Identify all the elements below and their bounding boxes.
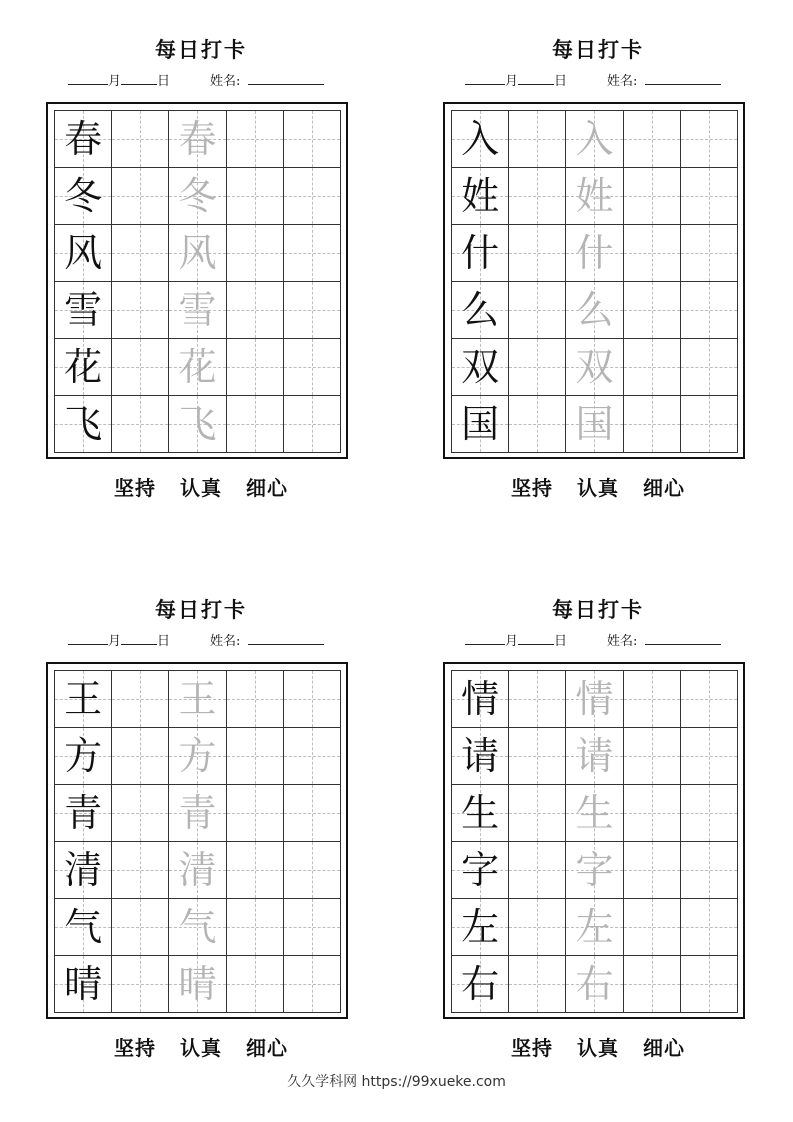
trace-character-cell[interactable] <box>169 396 226 453</box>
model-character-cell[interactable] <box>452 396 509 453</box>
trace-character: 生 <box>575 791 614 835</box>
motto-word: 认真 <box>577 1036 619 1060</box>
model-character: 王 <box>64 677 103 721</box>
trace-character: 情 <box>575 677 614 721</box>
practice-cell[interactable] <box>284 956 341 1013</box>
model-character: 冬 <box>64 174 103 218</box>
model-character-cell[interactable] <box>55 396 112 453</box>
model-character: 气 <box>64 905 103 949</box>
practice-cell[interactable] <box>284 785 341 842</box>
month-label: 月 <box>505 74 519 89</box>
model-character: 情 <box>461 677 500 721</box>
practice-cell[interactable] <box>284 339 341 396</box>
practice-cell[interactable] <box>227 785 284 842</box>
model-character: 青 <box>64 791 103 835</box>
trace-character-cell[interactable] <box>169 728 226 785</box>
practice-cell[interactable] <box>509 168 566 225</box>
writing-frame <box>443 662 745 1019</box>
practice-cell[interactable] <box>112 785 169 842</box>
model-character-cell[interactable] <box>55 842 112 899</box>
motto <box>46 472 356 501</box>
checkin-card-2 <box>443 36 753 516</box>
practice-cell[interactable] <box>681 842 738 899</box>
model-character: 风 <box>64 231 103 275</box>
model-character-cell[interactable] <box>55 899 112 956</box>
practice-cell[interactable] <box>624 225 681 282</box>
name-blank[interactable] <box>645 630 721 645</box>
model-character: 入 <box>461 117 500 161</box>
trace-character: 什 <box>575 231 614 275</box>
trace-character: 国 <box>575 402 614 446</box>
model-character-cell[interactable] <box>452 956 509 1013</box>
practice-cell[interactable] <box>227 671 284 728</box>
practice-cell[interactable] <box>227 168 284 225</box>
practice-cell[interactable] <box>284 671 341 728</box>
day-label: 日 <box>554 634 568 649</box>
model-character: 雪 <box>64 288 103 332</box>
trace-character-cell[interactable] <box>566 339 623 396</box>
name-blank[interactable] <box>248 630 324 645</box>
motto-word: 细心 <box>643 1036 685 1060</box>
model-character: 晴 <box>64 962 103 1006</box>
practice-cell[interactable] <box>112 111 169 168</box>
month-label: 月 <box>108 74 122 89</box>
month-blank[interactable] <box>68 630 108 645</box>
trace-character: 王 <box>178 677 217 721</box>
practice-cell[interactable] <box>284 899 341 956</box>
model-character: 字 <box>461 848 500 892</box>
trace-character-cell[interactable] <box>169 842 226 899</box>
practice-cell[interactable] <box>681 396 738 453</box>
day-blank[interactable] <box>518 630 554 645</box>
practice-cell[interactable] <box>624 728 681 785</box>
month-blank[interactable] <box>465 70 505 85</box>
motto-word: 坚持 <box>511 1036 553 1060</box>
model-character-cell[interactable] <box>452 225 509 282</box>
card-title: 每日打卡 <box>155 37 247 62</box>
trace-character: 雪 <box>178 288 217 332</box>
name-blank[interactable] <box>248 70 324 85</box>
month-label: 月 <box>108 634 122 649</box>
trace-character: 春 <box>178 117 217 161</box>
practice-cell[interactable] <box>509 842 566 899</box>
practice-cell[interactable] <box>624 899 681 956</box>
practice-cell[interactable] <box>112 282 169 339</box>
day-blank[interactable] <box>121 70 157 85</box>
tianzige-grid <box>451 110 738 453</box>
practice-cell[interactable] <box>624 785 681 842</box>
motto-word: 坚持 <box>114 1036 156 1060</box>
practice-cell[interactable] <box>681 168 738 225</box>
model-character: 春 <box>64 117 103 161</box>
practice-cell[interactable] <box>624 339 681 396</box>
practice-cell[interactable] <box>624 956 681 1013</box>
model-character: 左 <box>461 905 500 949</box>
model-character-cell[interactable] <box>452 339 509 396</box>
trace-character: 字 <box>575 848 614 892</box>
date-name-line <box>465 630 755 652</box>
motto <box>46 1032 356 1061</box>
practice-cell[interactable] <box>284 728 341 785</box>
card-title: 每日打卡 <box>155 597 247 622</box>
practice-cell[interactable] <box>509 282 566 339</box>
card-title: 每日打卡 <box>552 597 644 622</box>
model-character-cell[interactable] <box>452 111 509 168</box>
practice-cell[interactable] <box>227 111 284 168</box>
model-character-cell[interactable] <box>55 339 112 396</box>
practice-cell[interactable] <box>227 396 284 453</box>
practice-cell[interactable] <box>624 842 681 899</box>
name-label: 姓名: <box>210 634 241 649</box>
trace-character-cell[interactable] <box>566 111 623 168</box>
trace-character-cell[interactable] <box>169 956 226 1013</box>
trace-character-cell[interactable] <box>566 956 623 1013</box>
model-character: 姓 <box>461 174 500 218</box>
practice-cell[interactable] <box>112 671 169 728</box>
practice-cell[interactable] <box>112 728 169 785</box>
model-character: 花 <box>64 345 103 389</box>
model-character-cell[interactable] <box>452 899 509 956</box>
practice-cell[interactable] <box>681 785 738 842</box>
motto-word: 认真 <box>577 476 619 500</box>
trace-character: 风 <box>178 231 217 275</box>
practice-cell[interactable] <box>509 339 566 396</box>
practice-cell[interactable] <box>624 396 681 453</box>
practice-cell[interactable] <box>112 842 169 899</box>
day-label: 日 <box>157 634 171 649</box>
motto-word: 细心 <box>246 1036 288 1060</box>
practice-cell[interactable] <box>509 956 566 1013</box>
trace-character-cell[interactable] <box>169 111 226 168</box>
practice-cell[interactable] <box>227 282 284 339</box>
model-character-cell[interactable] <box>55 728 112 785</box>
practice-cell[interactable] <box>681 956 738 1013</box>
trace-character-cell[interactable] <box>169 168 226 225</box>
trace-character: 晴 <box>178 962 217 1006</box>
trace-character-cell[interactable] <box>566 225 623 282</box>
checkin-card-3 <box>46 596 356 1076</box>
model-character: 国 <box>461 402 500 446</box>
practice-cell[interactable] <box>681 111 738 168</box>
date-name-line <box>465 70 755 92</box>
day-blank[interactable] <box>518 70 554 85</box>
practice-cell[interactable] <box>624 111 681 168</box>
trace-character-cell[interactable] <box>169 899 226 956</box>
name-label: 姓名: <box>607 74 638 89</box>
tianzige-grid <box>54 670 341 1013</box>
practice-cell[interactable] <box>681 728 738 785</box>
practice-cell[interactable] <box>284 225 341 282</box>
practice-cell[interactable] <box>112 225 169 282</box>
motto <box>443 1032 753 1061</box>
model-character: 右 <box>461 962 500 1006</box>
card-title: 每日打卡 <box>552 37 644 62</box>
practice-cell[interactable] <box>227 339 284 396</box>
trace-character-cell[interactable] <box>566 842 623 899</box>
practice-cell[interactable] <box>681 282 738 339</box>
model-character-cell[interactable] <box>55 671 112 728</box>
practice-cell[interactable] <box>284 168 341 225</box>
practice-cell[interactable] <box>681 899 738 956</box>
trace-character: 清 <box>178 848 217 892</box>
model-character: 清 <box>64 848 103 892</box>
motto-word: 认真 <box>180 476 222 500</box>
trace-character-cell[interactable] <box>169 785 226 842</box>
trace-character: 左 <box>575 905 614 949</box>
trace-character: 请 <box>575 734 614 778</box>
motto-word: 细心 <box>246 476 288 500</box>
practice-cell[interactable] <box>509 225 566 282</box>
trace-character-cell[interactable] <box>169 339 226 396</box>
practice-cell[interactable] <box>509 785 566 842</box>
trace-character-cell[interactable] <box>566 168 623 225</box>
practice-cell[interactable] <box>509 671 566 728</box>
tianzige-grid <box>54 110 341 453</box>
model-character: 生 <box>461 791 500 835</box>
model-character-cell[interactable] <box>452 168 509 225</box>
trace-character-cell[interactable] <box>169 282 226 339</box>
model-character: 双 <box>461 345 500 389</box>
model-character-cell[interactable] <box>55 282 112 339</box>
practice-cell[interactable] <box>112 899 169 956</box>
practice-cell[interactable] <box>509 728 566 785</box>
practice-cell[interactable] <box>681 225 738 282</box>
practice-cell[interactable] <box>681 339 738 396</box>
name-label: 姓名: <box>210 74 241 89</box>
trace-character: 气 <box>178 905 217 949</box>
practice-cell[interactable] <box>112 168 169 225</box>
tianzige-grid <box>451 670 738 1013</box>
practice-cell[interactable] <box>624 282 681 339</box>
trace-character: 姓 <box>575 174 614 218</box>
trace-character: 右 <box>575 962 614 1006</box>
model-character-cell[interactable] <box>55 111 112 168</box>
date-name-line <box>68 630 358 652</box>
motto <box>443 472 753 501</box>
trace-character: 入 <box>575 117 614 161</box>
model-character: 飞 <box>64 402 103 446</box>
practice-cell[interactable] <box>509 396 566 453</box>
motto-word: 认真 <box>180 1036 222 1060</box>
month-blank[interactable] <box>68 70 108 85</box>
practice-cell[interactable] <box>112 339 169 396</box>
practice-cell[interactable] <box>112 956 169 1013</box>
trace-character: 双 <box>575 345 614 389</box>
day-blank[interactable] <box>121 630 157 645</box>
practice-cell[interactable] <box>681 671 738 728</box>
practice-cell[interactable] <box>284 111 341 168</box>
practice-cell[interactable] <box>284 842 341 899</box>
checkin-card-4 <box>443 596 753 1076</box>
model-character-cell[interactable] <box>452 282 509 339</box>
practice-cell[interactable] <box>227 956 284 1013</box>
writing-frame <box>46 662 348 1019</box>
trace-character-cell[interactable] <box>566 396 623 453</box>
practice-cell[interactable] <box>227 728 284 785</box>
practice-cell[interactable] <box>284 396 341 453</box>
practice-cell[interactable] <box>509 111 566 168</box>
trace-character: 飞 <box>178 402 217 446</box>
trace-character-cell[interactable] <box>566 282 623 339</box>
model-character-cell[interactable] <box>452 671 509 728</box>
practice-cell[interactable] <box>624 168 681 225</box>
trace-character-cell[interactable] <box>566 671 623 728</box>
model-character: 什 <box>461 231 500 275</box>
practice-cell[interactable] <box>624 671 681 728</box>
month-blank[interactable] <box>465 630 505 645</box>
name-blank[interactable] <box>645 70 721 85</box>
model-character-cell[interactable] <box>452 728 509 785</box>
motto-word: 细心 <box>643 476 685 500</box>
footer-watermark: 久久学科网 https://99xueke.com <box>287 1074 506 1090</box>
model-character-cell[interactable] <box>55 168 112 225</box>
trace-character-cell[interactable] <box>566 785 623 842</box>
model-character-cell[interactable] <box>452 785 509 842</box>
month-label: 月 <box>505 634 519 649</box>
motto-word: 坚持 <box>511 476 553 500</box>
model-character: 方 <box>64 734 103 778</box>
practice-cell[interactable] <box>284 282 341 339</box>
practice-cell[interactable] <box>227 842 284 899</box>
practice-cell[interactable] <box>227 225 284 282</box>
trace-character-cell[interactable] <box>169 671 226 728</box>
model-character-cell[interactable] <box>452 842 509 899</box>
name-label: 姓名: <box>607 634 638 649</box>
trace-character: 花 <box>178 345 217 389</box>
model-character-cell[interactable] <box>55 956 112 1013</box>
date-name-line <box>68 70 358 92</box>
writing-frame <box>443 102 745 459</box>
trace-character: 冬 <box>178 174 217 218</box>
day-label: 日 <box>157 74 171 89</box>
model-character-cell[interactable] <box>55 225 112 282</box>
practice-cell[interactable] <box>112 396 169 453</box>
trace-character-cell[interactable] <box>566 728 623 785</box>
writing-frame <box>46 102 348 459</box>
day-label: 日 <box>554 74 568 89</box>
trace-character: 么 <box>575 288 614 332</box>
trace-character-cell[interactable] <box>169 225 226 282</box>
practice-cell[interactable] <box>509 899 566 956</box>
practice-cell[interactable] <box>227 899 284 956</box>
trace-character-cell[interactable] <box>566 899 623 956</box>
model-character: 请 <box>461 734 500 778</box>
motto-word: 坚持 <box>114 476 156 500</box>
trace-character: 青 <box>178 791 217 835</box>
model-character: 么 <box>461 288 500 332</box>
checkin-card-1 <box>46 36 356 516</box>
model-character-cell[interactable] <box>55 785 112 842</box>
trace-character: 方 <box>178 734 217 778</box>
